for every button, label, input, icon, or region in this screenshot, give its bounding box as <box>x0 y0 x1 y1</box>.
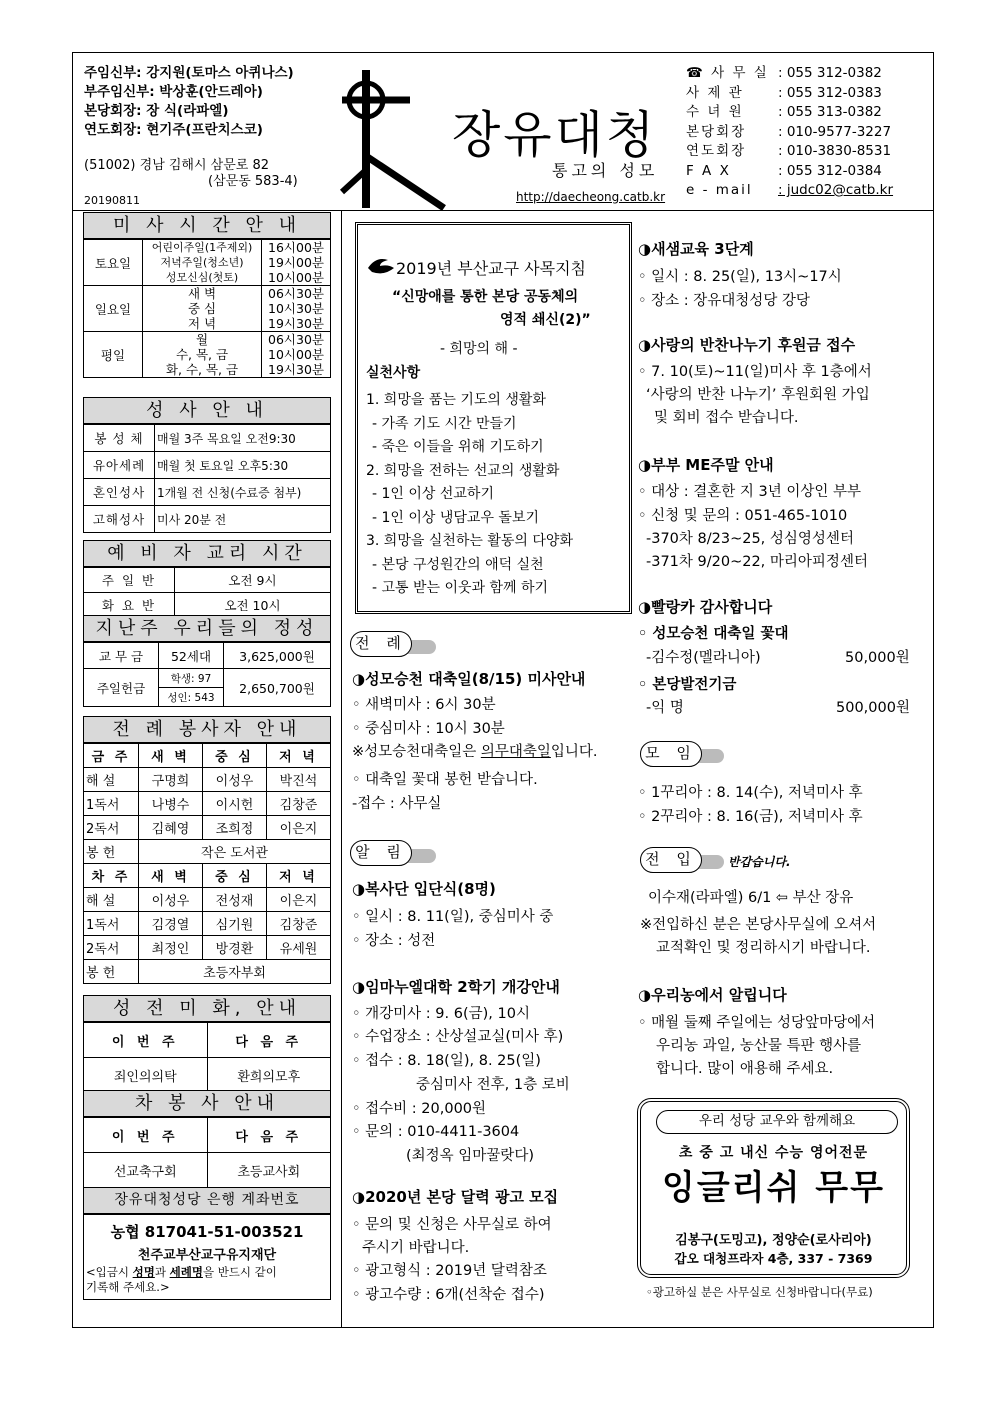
bulletin-subtitle: 통고의 성모 <box>552 161 659 180</box>
dawn-mass: ◦ 새벽미사 : 6시 30분 <box>352 697 496 713</box>
liturgy-servers-table <box>83 743 331 984</box>
catechism-table <box>83 567 331 618</box>
car-this-week-group: 선교축구회 <box>84 1153 208 1188</box>
calendar-ad-inquiry-2: 주시기 바랍니다. <box>362 1240 470 1256</box>
mass-day: 일요일 <box>84 286 143 332</box>
servers-name: 조희정 <box>203 816 267 840</box>
servers-name: 김경열 <box>139 912 203 936</box>
practice-item: 3. 희망을 실천하는 활동의 다양화 <box>366 533 573 549</box>
pastoral-quote-2: 영적 쇄신(2)” <box>500 312 591 328</box>
servers-header: 새 벽 <box>139 864 203 888</box>
flower-offering-note: ◦ 대축일 꽃대 봉헌 받습니다. <box>352 772 538 788</box>
flower-heading: 성 전 미 화, 안내 <box>83 995 331 1022</box>
altar-servers-heading: ◑복사단 입단식(8명) <box>352 880 496 898</box>
inquiry-phone: ◦ 문의 : 010-4411-3604 <box>352 1124 520 1140</box>
mass-time: 19시30분 <box>262 316 331 332</box>
servers-header: 저 녁 <box>267 744 331 768</box>
address-line-1: (51002) 경남 김해시 삼문로 82 <box>84 158 270 173</box>
contact-label: e - mail <box>686 182 753 198</box>
servers-name: 이시헌 <box>203 792 267 816</box>
pastor: 주임신부: 강지원(토마스 아퀴나스) <box>84 65 294 81</box>
contact-row <box>686 181 893 201</box>
mass-day: 평일 <box>84 332 143 378</box>
calendar-ad-format: ◦ 광고형식 : 2019년 달력참조 <box>352 1263 547 1279</box>
servers-header: 저 녁 <box>267 864 331 888</box>
servers-header: 중 심 <box>203 744 267 768</box>
saesaem-place: ◦ 장소 : 장유대청성당 강당 <box>638 293 810 309</box>
offering-table <box>83 642 331 707</box>
notice-label: 알 림 <box>350 840 412 866</box>
servers-role: 1독서 <box>84 792 139 816</box>
catechism-class: 화 요 반 <box>84 593 175 618</box>
flower-offering-reception: -접수 : 사무실 <box>352 796 442 812</box>
inquiry-person: (최정옥 임마꿀랏다) <box>406 1148 534 1164</box>
class-place: ◦ 수업장소 : 산상설교실(미사 후) <box>352 1029 564 1045</box>
welcome-text: 반갑습니다. <box>728 855 791 869</box>
registration-place: 중심미사 전후, 1층 로비 <box>416 1077 570 1093</box>
side-dish-heading: ◑사랑의 반찬나누기 후원금 접수 <box>638 336 856 354</box>
mass-time: 16시00분 <box>262 240 331 256</box>
servers-offering: 초등자부회 <box>139 960 331 984</box>
mass-time: 19시30분 <box>262 362 331 378</box>
saesaem-heading: ◑새샘교육 3단계 <box>638 240 754 258</box>
urinong-2: 우리농 과일, 농산물 특판 행사를 <box>656 1038 862 1054</box>
mass-name: 저녁주일(청소년) <box>143 255 262 270</box>
students-count: 학생: 97 <box>159 669 224 688</box>
servers-role: 2독서 <box>84 936 139 960</box>
move-in-note-2: 교적확인 및 정리하시기 바랍니다. <box>656 940 871 956</box>
bank-box <box>83 1214 331 1300</box>
sacrament-table <box>83 424 331 533</box>
practice-item: - 본당 구성원간의 애덕 실천 <box>372 556 544 573</box>
address-line-2: (삼문동 583-4) <box>208 174 298 189</box>
calendar-ad-count: ◦ 광고수량 : 6개(선착순 접수) <box>352 1287 545 1303</box>
dove-icon <box>366 254 396 276</box>
catechism-heading: 예 비 자 교리 시간 <box>83 540 331 567</box>
mass-name: 성모신심(첫토) <box>143 270 262 286</box>
car-next-week: 다 음 주 <box>207 1118 331 1153</box>
servers-name: 구명희 <box>139 768 203 792</box>
mass-name: 새 벽 <box>143 286 262 302</box>
practice-item: - 1인 이상 냉담교우 돌보기 <box>372 509 539 526</box>
me-target: ◦ 대상 : 결혼한 지 3년 이상인 부부 <box>638 484 862 500</box>
side-dish-1: ◦ 7. 10(토)~11(일)미사 후 1층에서 <box>638 364 872 380</box>
car-next-week-group: 초등교사회 <box>207 1153 331 1188</box>
obligation-note: ※성모승천대축일은 의무대축일입니다. <box>352 744 598 760</box>
assumption-mass-heading: ◑성모승천 대축일(8/15) 미사안내 <box>352 670 586 688</box>
contact-value: : 055 312-0384 <box>778 162 882 179</box>
meeting-label: 모 임 <box>640 741 702 767</box>
me-371: -371차 9/20~22, 마리아피정센터 <box>646 554 868 570</box>
adults-count: 성인: 543 <box>159 688 224 707</box>
palanca-heading: ◑빨랑카 감사합니다 <box>638 598 773 616</box>
car-service-heading: 차 봉 사 안내 <box>83 1090 331 1117</box>
servers-name: 박진석 <box>267 768 331 792</box>
mass-times-heading: 미 사 시 간 안 내 <box>83 212 331 239</box>
servers-name: 방경환 <box>203 936 267 960</box>
mass-name: 수, 목, 금 <box>143 347 262 362</box>
practice-item: - 1인 이상 선교하기 <box>372 486 494 502</box>
mass-day: 토요일 <box>84 240 143 286</box>
me-370: -370차 8/23~25, 성심영성센터 <box>646 531 854 547</box>
address <box>84 158 298 190</box>
catechism-time: 오전 9시 <box>175 568 331 593</box>
contact-list <box>686 64 893 201</box>
contact-value: : 055 313-0382 <box>778 104 882 120</box>
bank-heading: 장유대청성당 은행 계좌번호 <box>83 1187 331 1214</box>
sunday-collection-amount: 2,650,700원 <box>224 669 331 707</box>
contact-label: 수 녀 원 <box>686 104 744 120</box>
servers-role: 봉 헌 <box>84 840 139 864</box>
mass-name: 월 <box>143 332 262 348</box>
ad-owners: 김봉구(도밍고), 정양순(로사리아) <box>675 1233 872 1248</box>
servers-name: 이성우 <box>139 888 203 912</box>
servers-name: 최정인 <box>139 936 203 960</box>
contact-row <box>686 103 893 123</box>
car-this-week: 이 번 주 <box>84 1118 208 1153</box>
ad-address: 갑오 대청프라자 4층, 337 - 7369 <box>674 1251 873 1266</box>
palanca-donor-1: -김수정(멜라니아) <box>646 650 761 666</box>
practice-item: - 죽은 이들을 위해 기도하기 <box>372 439 544 455</box>
parish-president: 본당회장: 장 식(라파엘) <box>84 103 229 119</box>
catechism-class: 주 일 반 <box>84 568 175 593</box>
contact-row <box>686 84 893 104</box>
servers-name: 유세원 <box>267 936 331 960</box>
altar-servers-place: ◦ 장소 : 성전 <box>352 933 436 949</box>
servers-name: 이성우 <box>203 768 267 792</box>
tithe-households: 52세대 <box>159 643 224 669</box>
youth-president: 연도회장: 현기주(프란치스코) <box>84 122 263 138</box>
sacrament-heading: 성 사 안 내 <box>83 397 331 424</box>
sunday-collection-label: 주일헌금 <box>84 669 159 707</box>
mass-time: 06시30분 <box>262 332 331 348</box>
sacrament-name: 봉 성 체 <box>84 425 155 452</box>
servers-header: 금 주 <box>84 744 139 768</box>
practice-item: 2. 희망을 전하는 선교의 생활화 <box>366 462 560 479</box>
servers-name: 김창준 <box>267 912 331 936</box>
flower-this-week: 이 번 주 <box>84 1023 208 1058</box>
servers-role: 해 설 <box>84 888 139 912</box>
palanca-donor-2: -익 명 <box>646 700 684 716</box>
bank-owner: 천주교부산교구유지재단 <box>137 1248 277 1263</box>
mass-times-table <box>83 239 331 378</box>
servers-header: 중 심 <box>203 864 267 888</box>
website-link[interactable]: http://daecheong.catb.kr <box>516 190 666 204</box>
practice-item: - 가족 기도 시간 만들기 <box>372 415 517 432</box>
practice-item: - 고통 받는 이웃과 함께 하기 <box>372 580 549 596</box>
main-mass: ◦ 중심미사 : 10시 30분 <box>352 721 505 737</box>
car-service-table <box>83 1117 331 1188</box>
mass-name: 중 심 <box>143 301 262 316</box>
contact-value: : 010-9577-3227 <box>778 123 892 140</box>
palanca-amount-2: 500,000원 <box>836 700 910 716</box>
header-divider <box>72 210 934 211</box>
calendar-ad-inquiry: ◦ 문의 및 신청은 사무실로 하여 <box>352 1217 552 1233</box>
bulletin-title: 장유대청 <box>452 106 658 164</box>
palanca-fund: ◦ 본당발전기금 <box>638 677 737 693</box>
palanca-flower: ◦ 성모승천 대축일 꽃대 <box>638 626 789 642</box>
servers-role: 1독서 <box>84 912 139 936</box>
bank-account: 농협 817041-51-003521 <box>110 1223 304 1241</box>
servers-role: 2독서 <box>84 816 139 840</box>
palanca-amount-1: 50,000원 <box>845 650 910 666</box>
servers-header: 차 주 <box>84 864 139 888</box>
servers-name: 전성재 <box>203 888 267 912</box>
contact-label: ☎ 사 무 실 <box>686 65 769 81</box>
sacrament-schedule: 미사 20분 전 <box>155 506 331 533</box>
mass-time: 10시00분 <box>262 347 331 362</box>
catechism-time: 오전 10시 <box>175 593 331 618</box>
flower-next-week-group: 환희의모후 <box>207 1058 331 1093</box>
cross-logo-icon <box>338 66 448 210</box>
me-contact: ◦ 신청 및 문의 : 051-465-1010 <box>638 508 848 524</box>
ad-academy-name: 잉글리쉬 무무 <box>662 1168 885 1208</box>
pastoral-year: - 희망의 해 - <box>440 341 518 357</box>
servers-name: 김혜영 <box>139 816 203 840</box>
servers-offering: 작은 도서관 <box>139 840 331 864</box>
issue-number: 20190811 <box>84 194 140 207</box>
liturgy-label: 전 례 <box>350 631 412 657</box>
tithe-amount: 3,625,000원 <box>224 643 331 669</box>
servers-role: 해 설 <box>84 768 139 792</box>
flower-table <box>83 1022 331 1093</box>
assistant-pastor: 부주임신부: 박상훈(안드레아) <box>84 84 263 100</box>
sacrament-schedule: 매월 3주 목요일 오전9:30 <box>155 425 331 452</box>
sacrament-name: 혼인성사 <box>84 479 155 506</box>
sacrament-schedule: 매월 첫 토요일 오후5:30 <box>155 452 331 479</box>
mass-time: 10시30분 <box>262 301 331 316</box>
curia-2: ◦ 2꾸리아 : 8. 16(금), 저녁미사 후 <box>638 809 863 825</box>
mass-time: 19시00분 <box>262 255 331 270</box>
mass-name: 어린이주일(1주제외) <box>143 240 262 256</box>
emmanuel-college-heading: ◑임마누엘대학 2학기 개강안내 <box>352 978 560 996</box>
side-dish-2: ‘사랑의 반찬 나누기’ 후원회원 가입 <box>646 387 870 403</box>
contact-label: 연도회장 <box>686 143 747 159</box>
pastoral-title: 2019년 부산교구 사목지침 <box>396 259 586 278</box>
column-divider <box>341 210 342 1328</box>
ad-tag: 우리 성당 교우와 함께해요 <box>656 1110 898 1134</box>
practice-item: 1. 희망을 품는 기도의 생활화 <box>366 392 546 408</box>
liturgy-servers-heading: 전 례 봉사자 안내 <box>83 716 331 743</box>
registration-dates: ◦ 접수 : 8. 18(일), 8. 25(일) <box>352 1053 541 1069</box>
mass-time: 10시00분 <box>262 270 331 286</box>
bank-note: <입금시 성명과 세례명을 반드시 같이 기록해 주세요.> <box>86 1265 277 1294</box>
servers-header: 새 벽 <box>139 744 203 768</box>
me-weekend-heading: ◑부부 ME주말 안내 <box>638 456 774 474</box>
ad-line-1: 초 중 고 내신 수능 영어전문 <box>678 1145 869 1161</box>
mass-name: 화, 수, 목, 금 <box>143 362 262 378</box>
urinong-heading: ◑우리농에서 알립니다 <box>638 986 787 1004</box>
mass-name: 저 녁 <box>143 316 262 332</box>
mass-time: 06시30분 <box>262 286 331 302</box>
contact-row <box>686 64 893 84</box>
saesaem-date: ◦ 일시 : 8. 25(일), 13시~17시 <box>638 269 842 285</box>
new-parishioner: 이수재(라파엘) 6/1 ⇦ 부산 장유 <box>648 890 854 906</box>
contact-value: : 010-3830-8531 <box>778 143 892 159</box>
servers-name: 나병수 <box>139 792 203 816</box>
calendar-ad-heading: ◑2020년 본당 달력 광고 모집 <box>352 1188 559 1206</box>
flower-this-week-group: 죄인의의탁 <box>84 1058 208 1093</box>
curia-1: ◦ 1꾸리아 : 8. 14(수), 저녁미사 후 <box>638 785 863 801</box>
registration-fee: ◦ 접수비 : 20,000원 <box>352 1101 487 1117</box>
servers-name: 이은지 <box>267 888 331 912</box>
sacrament-schedule: 1개월 전 신청(수료증 첨부) <box>155 479 331 506</box>
servers-name: 김창준 <box>267 792 331 816</box>
contact-value: : 055 312-0382 <box>778 65 882 81</box>
urinong-1: ◦ 매월 둘째 주일에는 성당앞마당에서 <box>638 1015 876 1031</box>
ad-note: ◦광고하실 분은 사무실로 신청바랍니다(무료) <box>646 1285 873 1299</box>
contact-row <box>686 123 893 143</box>
opening-mass: ◦ 개강미사 : 9. 6(금), 10시 <box>352 1006 530 1022</box>
flower-next-week: 다 음 주 <box>207 1023 331 1058</box>
contact-label: F A X <box>686 162 731 179</box>
contact-value[interactable]: : judc02@catb.kr <box>778 182 894 198</box>
contact-label: 사 제 관 <box>686 84 744 101</box>
move-in-note-1: ※전입하신 분은 본당사무실에 오셔서 <box>640 917 877 933</box>
contact-value: : 055 312-0383 <box>778 84 882 101</box>
urinong-3: 합니다. 많이 애용해 주세요. <box>656 1061 834 1077</box>
offering-heading: 지난주 우리들의 정성 <box>83 615 331 642</box>
altar-servers-date: ◦ 일시 : 8. 11(일), 중심미사 중 <box>352 909 554 925</box>
servers-role: 봉 헌 <box>84 960 139 984</box>
tithe-label: 교 무 금 <box>84 643 159 669</box>
pastoral-quote-1: “신망애를 통한 본당 공동체의 <box>392 289 579 305</box>
servers-name: 심기원 <box>203 912 267 936</box>
move-in-label: 전 입 <box>640 847 702 873</box>
contact-row <box>686 142 893 162</box>
contact-row <box>686 162 893 182</box>
servers-name: 이은지 <box>267 816 331 840</box>
sacrament-name: 고해성사 <box>84 506 155 533</box>
header-staff <box>84 64 294 140</box>
contact-label: 본당회장 <box>686 123 747 140</box>
side-dish-3: 및 회비 접수 받습니다. <box>654 410 799 426</box>
practice-heading: 실천사항 <box>366 365 421 381</box>
sacrament-name: 유아세례 <box>84 452 155 479</box>
